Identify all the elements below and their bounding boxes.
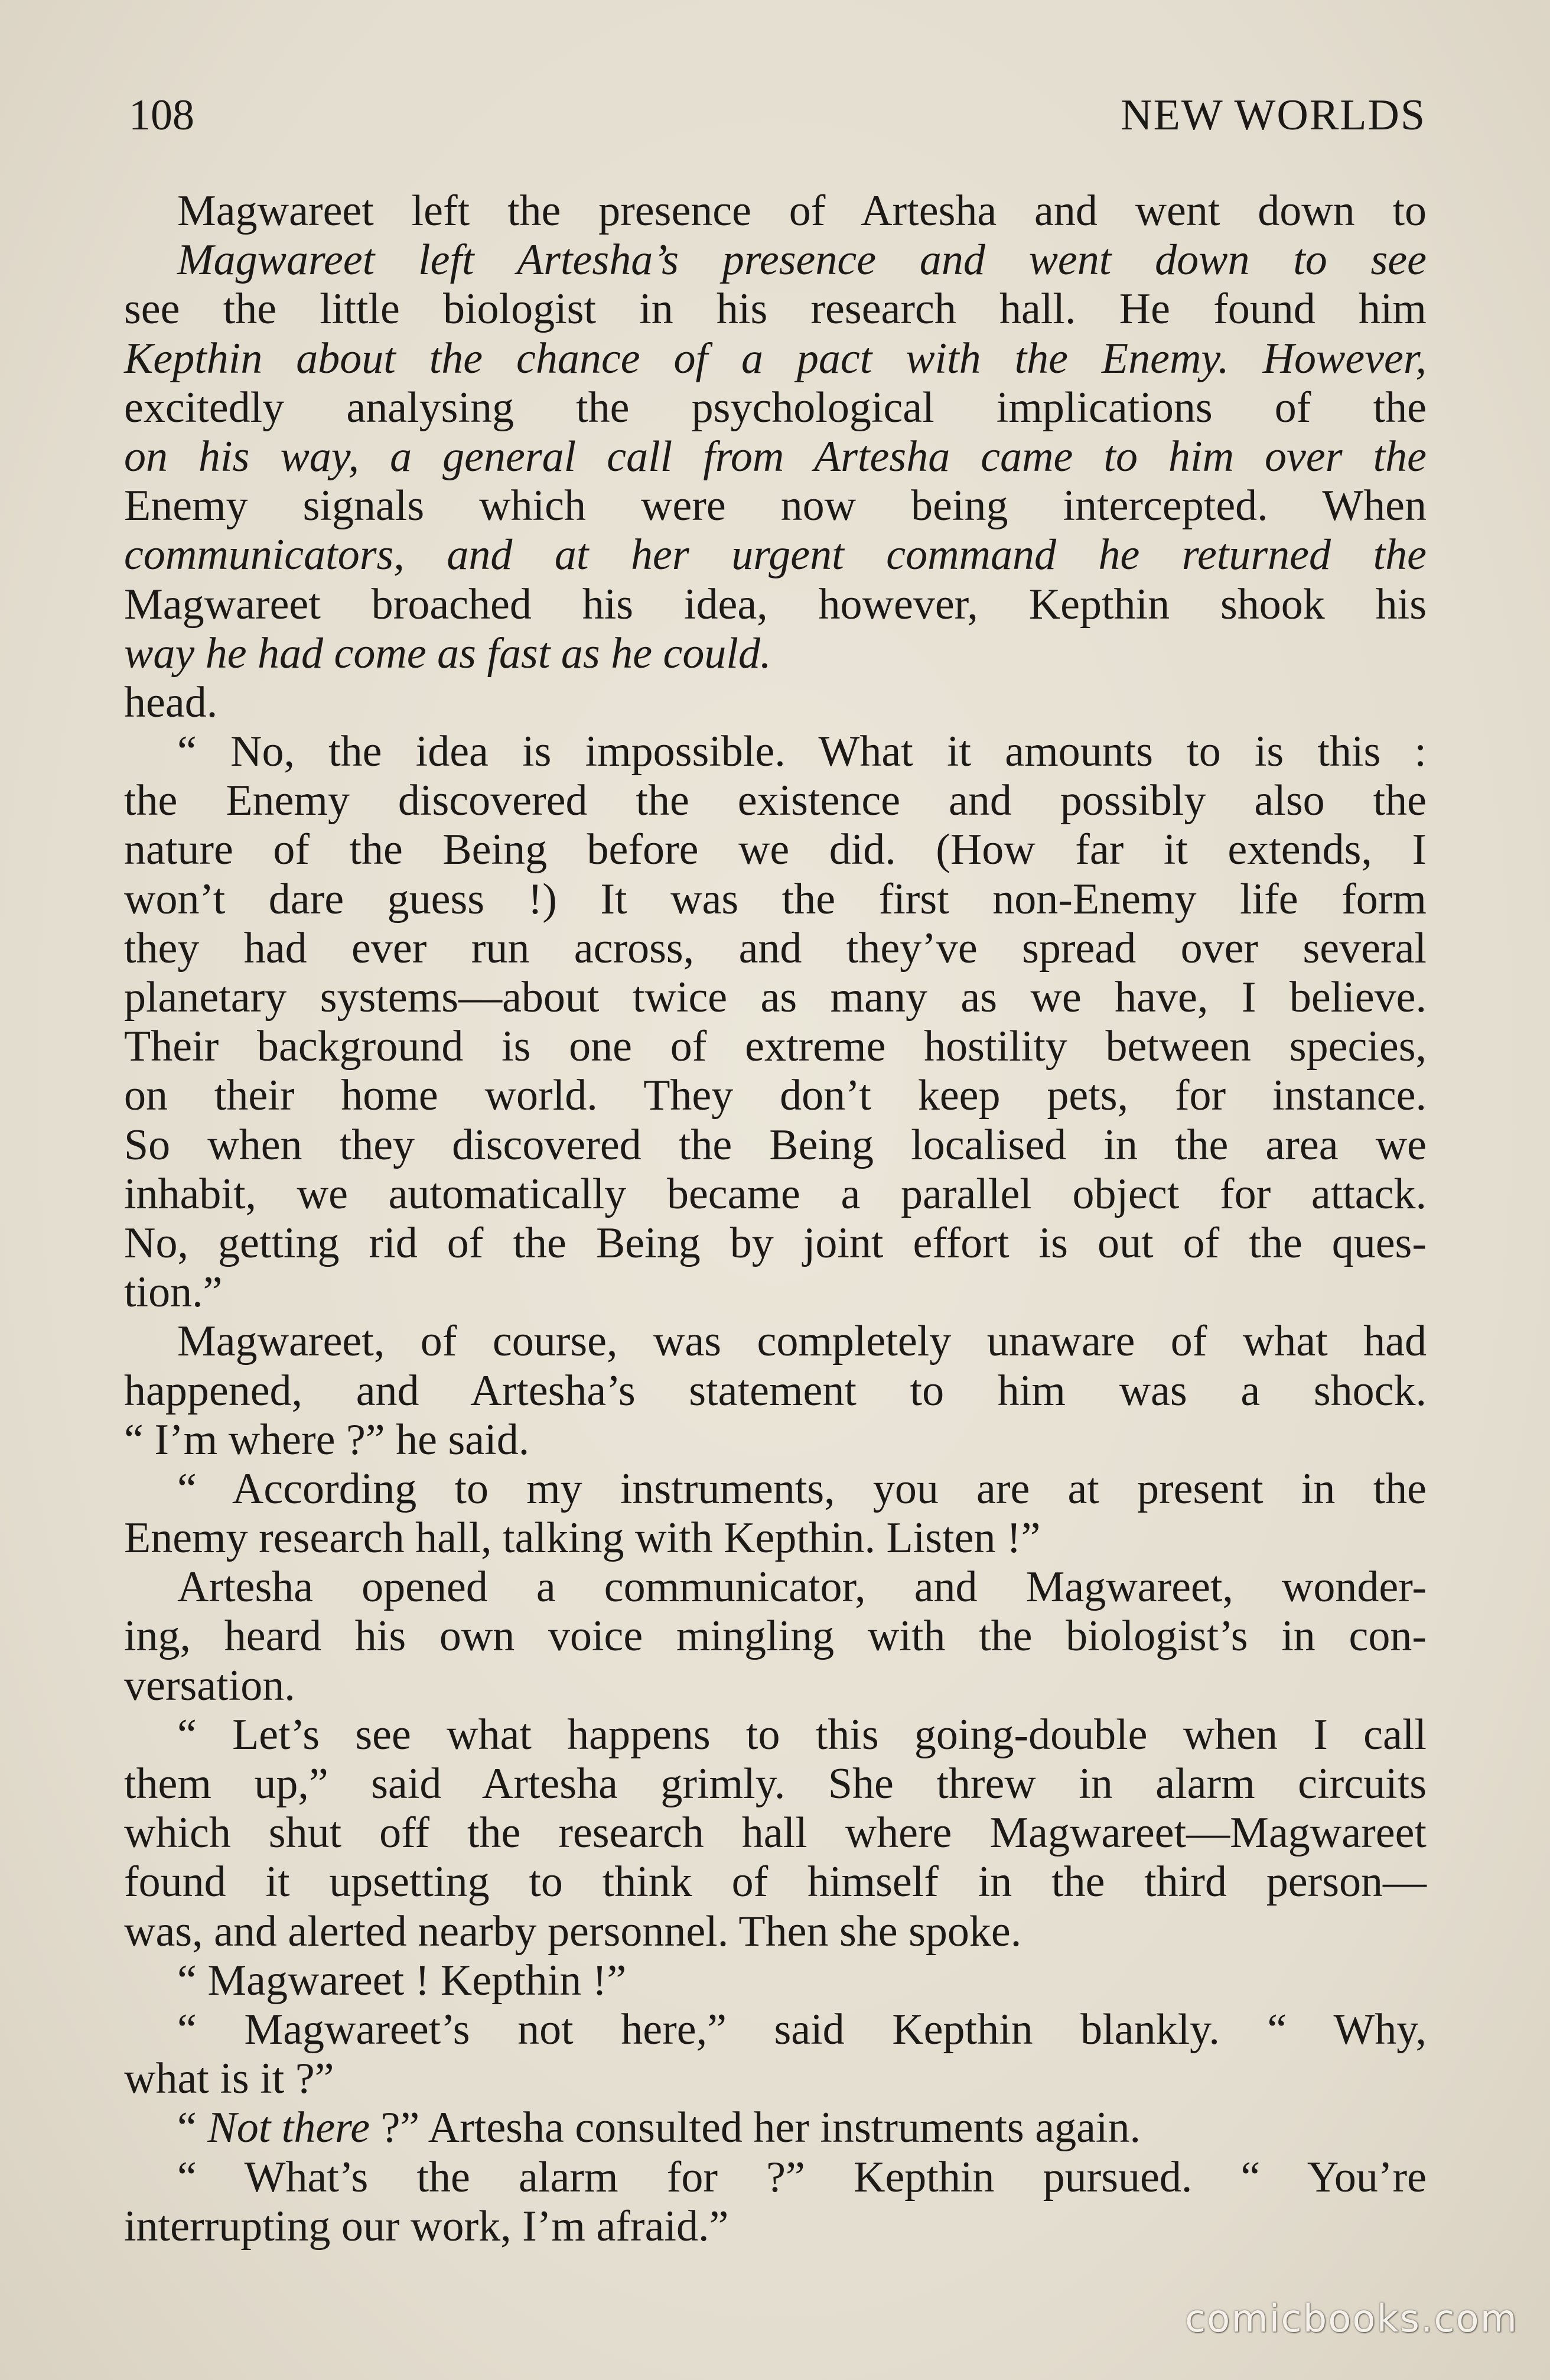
text-line: No, getting rid of the Being by joint effort is out of the ques-: [124, 1218, 1427, 1267]
text-line: inhabit, we automatically became a parallel object for attack.: [124, 1169, 1427, 1218]
text-line: So when they discovered the Being localised in the area we: [124, 1120, 1427, 1169]
text-line: planetary systems—about twice as many as we have, I believe.: [124, 973, 1427, 1022]
text-line: on his way, a general call from Artesha came to him over the: [124, 432, 1427, 481]
text-line: way he had come as fast as he could.: [124, 629, 771, 678]
text-line: won’t dare guess !) It was the first non-Enemy life form: [124, 874, 1427, 924]
text-line: see the little biologist in his research hall. He found him: [124, 285, 1427, 334]
text-line: “ Magwareet’s not here,” said Kepthin blankly. “ Why,: [177, 2005, 1427, 2054]
text-line: Magwareet left Artesha’s presence and went down to see: [177, 236, 1427, 285]
text-line: found it upsetting to think of himself in the third person—: [124, 1858, 1427, 1907]
text-line: happened, and Artesha’s statement to him was a shock.: [124, 1366, 1427, 1415]
text-line: versation.: [124, 1661, 295, 1710]
text-fragment: ?” Artesha consulted her instruments again.: [370, 2103, 1141, 2153]
text-line: “ According to my instruments, you are at present in the: [177, 1464, 1427, 1513]
text-line: Enemy research hall, talking with Kepthin. Listen !”: [124, 1514, 1041, 1563]
text-line: [124, 2103, 1427, 2153]
text-line: “ I’m where ?” he said.: [124, 1415, 530, 1464]
text-line: the Enemy discovered the existence and possibly also the: [124, 776, 1427, 825]
text-line: “ Magwareet ! Kepthin !”: [177, 1956, 627, 2005]
text-line: Artesha opened a communicator, and Magwareet, wonder-: [177, 1563, 1427, 1612]
watermark: comicbooks.com: [1184, 2297, 1518, 2341]
text-line: nature of the Being before we did. (How far it extends, I: [124, 825, 1427, 874]
text-fragment: “: [177, 2103, 208, 2153]
text-line: ing, heard his own voice mingling with the biologist’s in con-: [124, 1612, 1427, 1661]
text-line: Magwareet left the presence of Artesha and went down to: [177, 187, 1427, 235]
text-line: was, and alerted nearby personnel. Then she spoke.: [124, 1907, 1022, 1956]
text-line: Kepthin about the chance of a pact with the Enemy. However,: [124, 334, 1427, 383]
text-line: Their background is one of extreme hostility between species,: [124, 1022, 1427, 1071]
text-line: head.: [124, 678, 218, 727]
text-line: excitedly analysing the psychological implications of the: [124, 383, 1427, 432]
text-line: Magwareet broached his idea, however, Kepthin shook his: [124, 580, 1427, 629]
italic-phrase: Not there: [207, 2103, 370, 2153]
text-line: they had ever run across, and they’ve spread over several: [124, 924, 1427, 973]
text-line: which shut off the research hall where Magwareet—Magwareet: [124, 1809, 1427, 1858]
text-line: “ No, the idea is impossible. What it amounts to is this :: [177, 727, 1427, 776]
text-line: “ What’s the alarm for ?” Kepthin pursued. “ You’re: [177, 2153, 1427, 2202]
text-line: Magwareet, of course, was completely unaware of what had: [177, 1317, 1427, 1366]
page-number: 108: [129, 91, 194, 139]
text-line: what is it ?”: [124, 2054, 334, 2103]
text-line: them up,” said Artesha grimly. She threw in alarm circuits: [124, 1760, 1427, 1808]
text-line: Enemy signals which were now being intercepted. When: [124, 482, 1427, 531]
body-text: [124, 187, 1427, 2251]
running-head: NEW WORLDS: [1121, 91, 1426, 139]
text-line: tion.”: [124, 1268, 223, 1317]
text-line: communicators, and at her urgent command he returned the: [124, 531, 1427, 580]
page-header: [129, 89, 1426, 142]
text-line: on their home world. They don’t keep pets, for instance.: [124, 1071, 1427, 1120]
text-line: “ Let’s see what happens to this going-double when I call: [177, 1710, 1427, 1759]
text-line: interrupting our work, I’m afraid.”: [124, 2202, 729, 2251]
